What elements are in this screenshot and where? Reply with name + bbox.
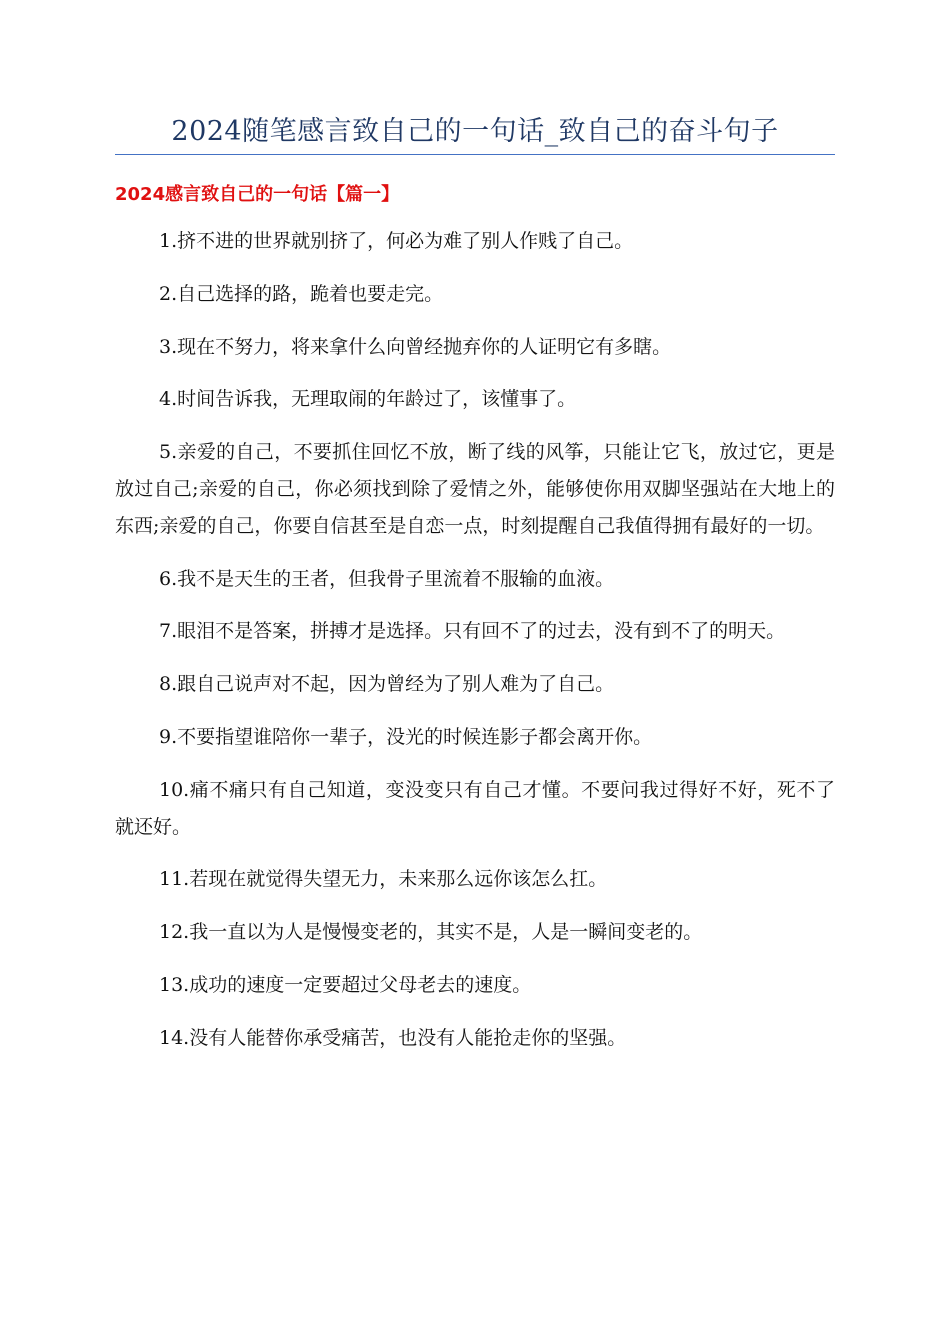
section-heading: 2024感言致自己的一句话【篇一】 [115,184,400,205]
paragraph-10: 10.痛不痛只有自己知道，变没变只有自己才懂。不要问我过得好不好，死不了就还好。 [115,778,835,838]
paragraph-7: 7.眼泪不是答案，拼搏才是选择。只有回不了的过去，没有到不了的明天。 [159,620,786,643]
paragraph-4: 4.时间告诉我，无理取闹的年龄过了，该懂事了。 [159,388,577,411]
paragraph-13: 13.成功的速度一定要超过父母老去的速度。 [159,973,532,996]
document-title: 2024随笔感言致自己的一句话_致自己的奋斗句子 [171,116,779,147]
paragraph-2: 2.自己选择的路，跪着也要走完。 [159,282,444,305]
paragraph-14: 14.没有人能替你承受痛苦，也没有人能抢走你的坚强。 [159,1026,627,1049]
paragraph-6: 6.我不是天生的王者，但我骨子里流着不服输的血液。 [159,567,615,590]
paragraph-8: 8.跟自己说声对不起，因为曾经为了别人难为了自己。 [159,673,615,696]
paragraph-12: 12.我一直以为人是慢慢变老的，其实不是，人是一瞬间变老的。 [159,921,703,944]
paragraph-11: 11.若现在就觉得失望无力，未来那么远你该怎么扛。 [159,868,608,891]
paragraph-3: 3.现在不努力，将来拿什么向曾经抛弃你的人证明它有多瞎。 [159,335,672,358]
paragraph-9: 9.不要指望谁陪你一辈子，没光的时候连影子都会离开你。 [159,725,653,748]
document-body [115,223,835,1073]
title-underline [115,154,835,155]
paragraph-1: 1.挤不进的世界就别挤了，何必为难了别人作贱了自己。 [159,230,634,252]
paragraph-5: 5.亲爱的自己，不要抓住回忆不放，断了线的风筝，只能让它飞，放过它，更是放过自己;亲爱的自己，你必须找到除了爱情之外，能够使你用双脚坚强站在大地上的东西;亲爱的自己，你要自信甚至是自恋一点，时刻提醒自己我值得拥有最好的一切。 [115,441,835,537]
